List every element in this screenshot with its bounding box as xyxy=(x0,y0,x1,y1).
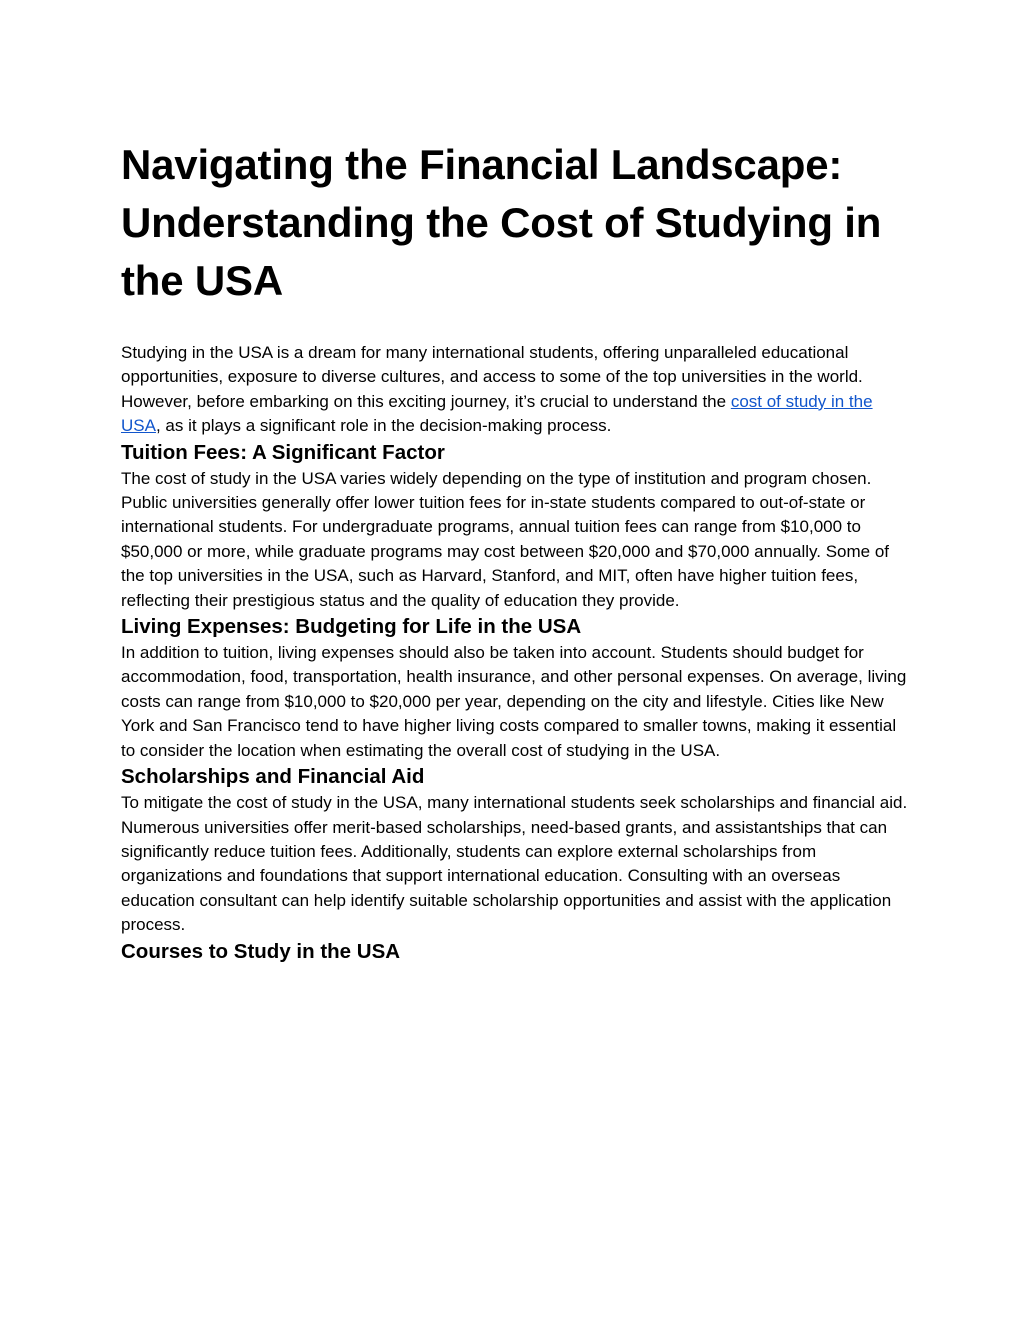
intro-text-after-link: , as it plays a significant role in the decision-making process. xyxy=(155,416,612,436)
intro-paragraph xyxy=(121,341,911,439)
intro-text-before-link: Studying in the USA is a dream for many international students, offering unparalleled educational opportunities, exposure to diverse cultures, and access to some of the top universities in the world. However, before embarking on this exciting journey, it’s crucial to understand the xyxy=(121,343,863,411)
section-heading-scholarships: Scholarships and Financial Aid xyxy=(121,765,425,789)
section-body-tuition-fees: The cost of study in the USA varies widely depending on the type of institution and program chosen. Public universities generally offer lower tuition fees for in-state students compared to out-of-state or international students. For undergraduate programs, annual tuition fees can range from $10,000 to $50,000 or more, while graduate programs may cost between $20,000 and $70,000 annually. Some of the top universities in the USA, such as Harvard, Stanford, and MIT, often have higher tuition fees, reflecting their prestigious status and the quality of education they provide. xyxy=(121,468,890,610)
section-body-scholarships: To mitigate the cost of study in the USA, many international students seek scholarships and financial aid. Numerous universities offer merit-based scholarships, need-based grants, and assistantships that can significantly reduce tuition fees. Additionally, students can explore external scholarships from organizations and foundations that support international education. Consulting with an overseas education consultant can help identify suitable scholarship opportunities and assist with the application process. xyxy=(121,793,908,935)
document-page xyxy=(121,136,911,966)
section-heading-courses: Courses to Study in the USA xyxy=(121,939,401,963)
section-heading-tuition-fees: Tuition Fees: A Significant Factor xyxy=(121,440,445,464)
cost-of-study-link[interactable]: cost of study in the USA xyxy=(121,391,873,436)
section-body-living-expenses: In addition to tuition, living expenses should also be taken into account. Students should budget for accommodation, food, transportation, health insurance, and other personal expenses. On average, living costs can range from $10,000 to $20,000 per year, depending on the city and lifestyle. Cities like New York and San Francisco tend to have higher living costs compared to smaller towns, making it essential to consider the location when estimating the overall cost of studying in the USA. xyxy=(121,643,907,760)
section-heading-living-expenses: Living Expenses: Budgeting for Life in the USA xyxy=(121,615,582,639)
page-title: Navigating the Financial Landscape: Understanding the Cost of Studying in the USA xyxy=(121,141,882,304)
